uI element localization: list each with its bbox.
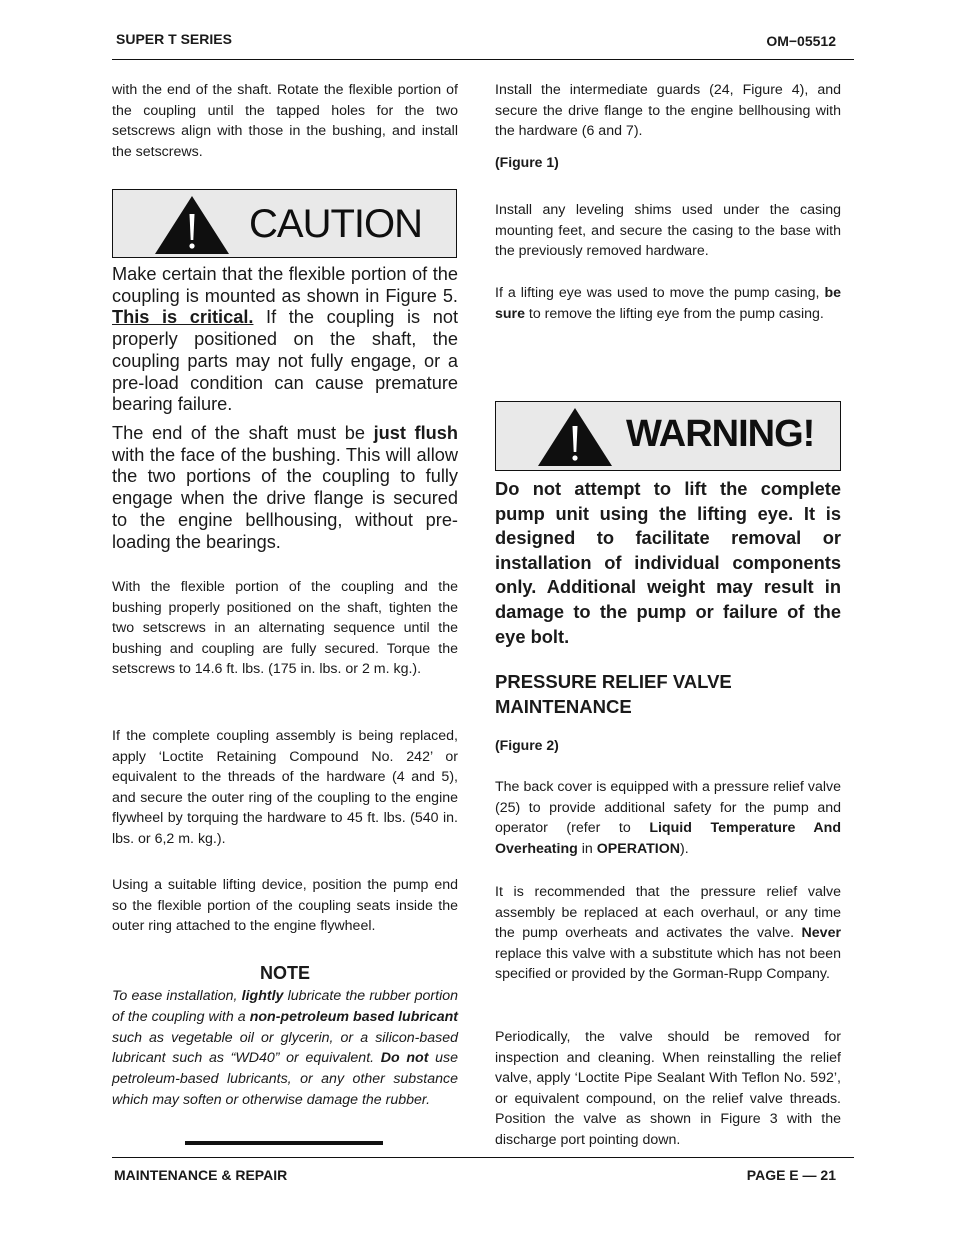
- right-paragraph-5: It is recommended that the pressure relief valve assembly be replaced at each overhaul, or any time the pump overheats and activates the valve. Never replace this valve with a substitute which has not been specified or provided by the Gorman-Rupp Company.: [495, 884, 841, 983]
- note-text: To ease installation, lightly lubricate the rubber portion of the coupling with a non-petroleum based lubricant such as vegetable oil or glycerin, or a silicon-based lubricant such as “WD40” or equivalent. Do not use petroleum-based lubricants, or any other substance which may soften or otherwise damage the rubber.: [112, 988, 458, 1108]
- caution-label: CAUTION: [249, 202, 422, 246]
- warning-text: Do not attempt to lift the complete pump unit using the lifting eye. It is designed to facilitate removal or installation of individual components only. Additional weight may result in damage to the pump or failure of the eye bolt.: [495, 478, 841, 647]
- note-heading: NOTE: [259, 963, 310, 983]
- right-paragraph-4: The back cover is equipped with a pressure relief valve (25) to provide additional safety for the pump and operator (refer to Liquid Temperature And Overheating in OPERATION).: [495, 779, 841, 857]
- caution-sign: [112, 189, 457, 258]
- caution-text-1: Make certain that the flexible portion of the coupling is mounted as shown in Figure 5. This is critical. If the coupling is not properly positioned on the shaft, the coupling parts may not fully engage, or a pre-load condition can cause premature bearing failure.: [112, 264, 458, 415]
- warning-triangle-icon: [536, 406, 614, 468]
- figure-1-ref: (Figure 1): [495, 154, 559, 170]
- section-title: PRESSURE RELIEF VALVE MAINTENANCE: [495, 671, 732, 717]
- left-paragraph-2: With the flexible portion of the coupling and the bushing properly positioned on the shaft, tighten the two setscrews in an alternating sequence until the bushing and coupling are fully secured. Torque the setscrews to 14.6 ft. lbs. (175 in. lbs. or 2 m. kg.).: [112, 579, 458, 678]
- warning-label: WARNING!: [626, 413, 815, 455]
- page-footer: [112, 1157, 854, 1187]
- figure-2-ref: (Figure 2): [495, 737, 559, 753]
- caution-text-2: The end of the shaft must be just flush with the face of the bushing. This will allow the two portions of the coupling to fully engage when the drive flange is secured to the engine bellhousing, without pre-loading the bearings.: [112, 423, 458, 552]
- series-title: SUPER T SERIES: [116, 31, 232, 47]
- warning-sign: [495, 401, 841, 471]
- note-end-rule: [185, 1141, 383, 1145]
- left-paragraph-4: Using a suitable lifting device, position the pump end so the flexible portion of the coupling seats inside the outer ring attached to the engine flywheel.: [112, 877, 458, 935]
- right-paragraph-1: Install the intermediate guards (24, Figure 4), and secure the drive flange to the engine bellhousing with the hardware (6 and 7).: [495, 82, 841, 140]
- page-header: [112, 30, 854, 60]
- left-paragraph-1: with the end of the shaft. Rotate the flexible portion of the coupling until the tapped holes for the two setscrews align with those in the bushing, and install the setscrews.: [112, 82, 458, 160]
- right-paragraph-6: Periodically, the valve should be removed for inspection and cleaning. When reinstalling the relief valve, apply ‘Loctite Pipe Sealant With Teflon No. 592’, or equivalent compound, on the relief valve threads. Position the valve as shown in Figure 3 with the discharge port pointing down.: [495, 1029, 841, 1148]
- section-name: MAINTENANCE & REPAIR: [114, 1167, 288, 1183]
- page-number: PAGE E — 21: [746, 1167, 836, 1183]
- right-paragraph-2: Install any leveling shims used under the casing mounting feet, and secure the casing to the base with the previously removed hardware.: [495, 202, 841, 260]
- left-paragraph-3: If the complete coupling assembly is being replaced, apply ‘Loctite Retaining Compound No. 242’ or equivalent to the threads of the hardware (4 and 5), and secure the outer ring of the coupling to the engine flywheel by torquing the hardware to 45 ft. lbs. (540 in. lbs. or 6,2 m. kg.).: [112, 728, 458, 847]
- document-number: OM−05512: [766, 33, 836, 49]
- warning-triangle-icon: [153, 194, 231, 256]
- right-paragraph-3: If a lifting eye was used to move the pump casing, be sure to remove the lifting eye from the pump casing.: [495, 285, 841, 322]
